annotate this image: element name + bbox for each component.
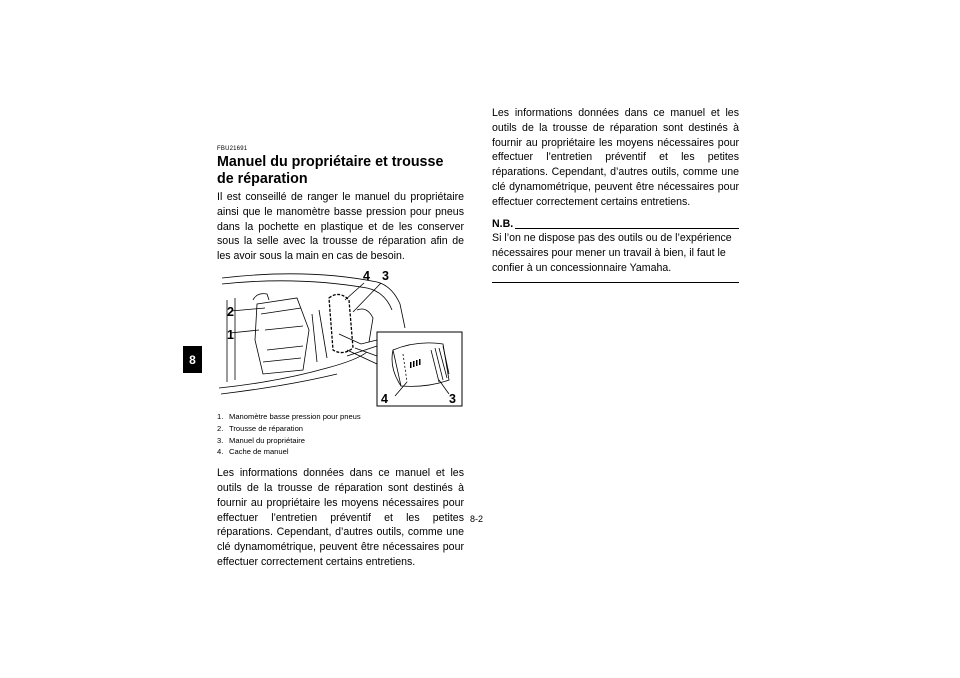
- note-rule: [515, 228, 739, 229]
- section-code: FBU21691: [217, 146, 248, 152]
- inset-callout-4: 4: [381, 391, 388, 406]
- callout-3: 3: [382, 268, 389, 283]
- storage-illustration-drawing: [217, 270, 464, 408]
- legend-item: 2. Trousse de réparation: [217, 423, 304, 433]
- note-end-rule: [492, 282, 739, 283]
- chapter-tab-label: 8: [189, 352, 196, 367]
- storage-illustration: [217, 270, 464, 408]
- legend-item: 4. Cache de manuel: [217, 447, 289, 457]
- inset-callout-3: 3: [449, 391, 456, 406]
- chapter-tab: [183, 346, 202, 373]
- note-text: Si l’on ne dispose pas des outils ou de l’expérience nécessaires pour mener un travail à bien, il faut le confier à un concessionnaire Yamaha.: [492, 232, 732, 274]
- legend-item: 3. Manuel du propriétaire: [217, 435, 305, 445]
- legend-item: 1. Manomètre basse pression pour pneus: [217, 411, 361, 421]
- page-number: 8-2: [470, 514, 484, 524]
- callout-2: 2: [227, 304, 234, 319]
- tools-paragraph-continued: Les informations données dans ce manuel et les outils de la trousse de réparation sont destinés à fournir au propriétaire les moyens nécessaires pour effectuer l’entretien préventif et les petites réparations. Cependant, d’autres outils, comme une clé dynamométrique, peuvent être nécessaires pour effectuer correctement certains entretiens.: [492, 107, 739, 208]
- intro-paragraph: Il est conseillé de ranger le manuel du propriétaire ainsi que le manomètre basse pression pour pneus dans la pochette en plastique et de les conserver sous la selle avec la trousse de réparation afin de les avoir sous la main en cas de besoin.: [217, 191, 464, 263]
- tools-paragraph: Les informations données dans ce manuel et les outils de la trousse de réparation sont destinés à fournir au propriétaire les moyens nécessaires pour effectuer l’entretien préventif et les petites réparations. Cependant, d’autres outils, comme une clé dynamométrique, peuvent être nécessaires pour effectuer correctement certains entretiens.: [217, 467, 464, 568]
- figure-legend: [217, 411, 464, 458]
- right-column: [492, 107, 739, 283]
- note-header: [492, 218, 739, 230]
- section-title: Manuel du propriétaire et trousse de réparation: [217, 154, 444, 187]
- callout-4: 4: [363, 268, 370, 283]
- left-column: [217, 146, 464, 568]
- note-label: N.B.: [492, 218, 514, 230]
- callout-1: 1: [227, 327, 234, 342]
